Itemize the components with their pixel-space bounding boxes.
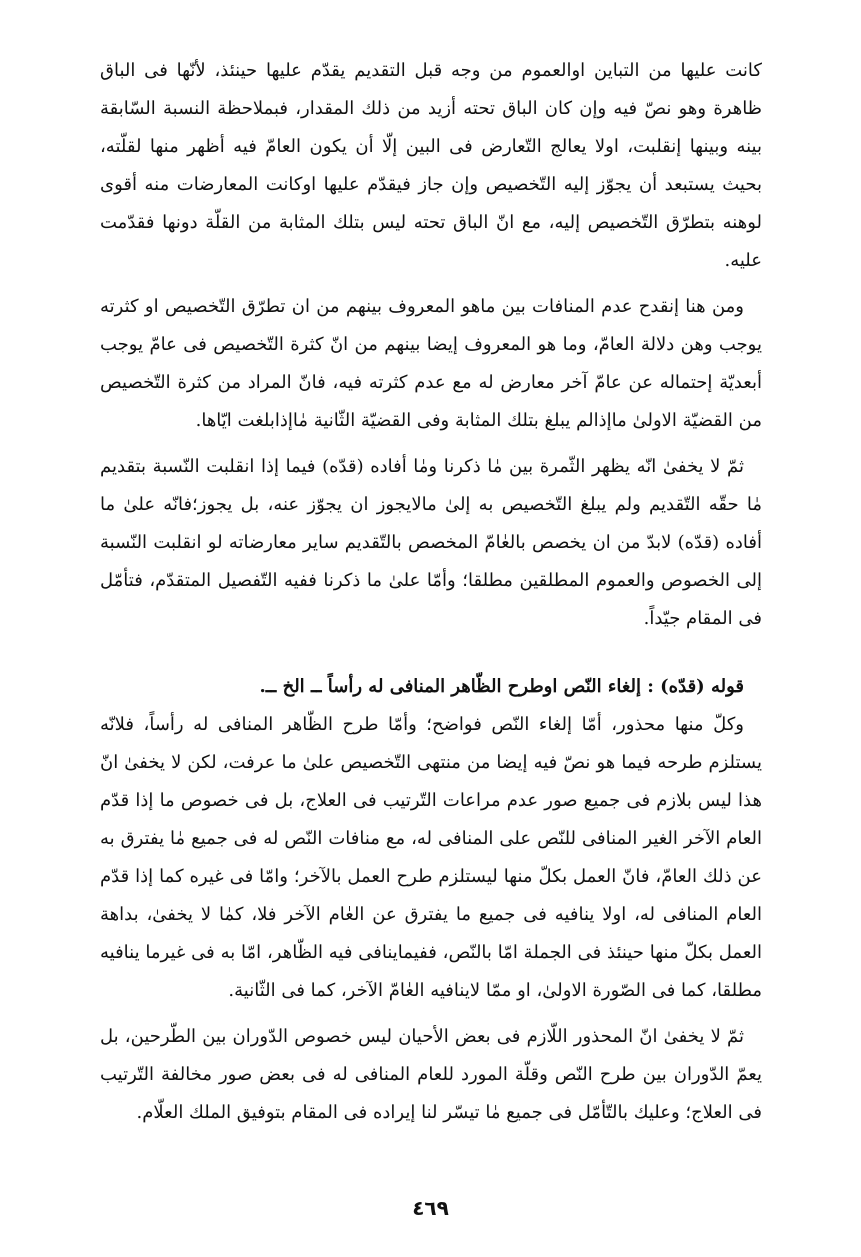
page-body — [100, 52, 762, 1140]
paragraph-1: كانت عليها من التباين اوالعموم من وجه قبل التقديم يقدّم عليها حينئذ، لأنّها فى الباق ظاهرة وهو نصّ فيه وإن كان الباق تحته أزيد من ذلك المقدار، فبملاحظة النسبة السّابقة بينه وبينها إنقلبت، اولا يعالج التّعارض فى البين إلّا أن يكون العامّ فيه أظهر منها لقلّته، بحيث يستبعد أن يجوّز إليه التّخصيص وإن جاز فيقدّم عليها اوكانت المعارضات منه أقوى لوهنه بتطرّق التّخصيص إليه، مع انّ الباق تحته ليس بتلك المثابة من القلّة دونها فقدّمت عليه. — [100, 60, 762, 271]
paragraph-3: ثمّ لا يخفىٰ انّه يظهر الثّمرة بين مٰا ذكرنا ومٰا أفاده (قدّه) فيما إذا انقلبت النّسبة بتقديم مٰا حقّه التّقديم ولم يبلغ التّخصيص به إلىٰ مالايجوز ان يجوّز عنه، بل يجوز؛فانّه علىٰ ما أفاده (قدّه) لابدّ من ان يخصص بالعٰامّ المخصص بالتّقديم ساير معارضاته لو انقلبت النّسبة إلى الخصوص والعموم المطلقين مطلقا؛ وأمّا علىٰ ما ذكرنا ففيه التّفصيل المتقدّم، فتأمّل فى المقام جيّداً. — [100, 456, 762, 629]
page-number: ٤٦٩ — [412, 1196, 449, 1220]
paragraph-2: ومن هنا إنقدح عدم المنافات بين ماهو المعروف بينهم من ان تطرّق التّخصيص او كثرته يوجب وهن دلالة العامّ، وما هو المعروف إيضا بينهم من انّ كثرة التّخصيص فى عامّ يوجب أبعديّة إحتماله عن عامّ آخر معارض له مع عدم كثرته فيه، فانّ المراد من كثرة التّخصيص من القضيّة الاولىٰ ماإذالم يبلغ بتلك المثابة وفى القضيّة الثّانية مٰاإذابلغت ايّاها. — [100, 296, 763, 431]
section-heading: قوله (قدّه) : إلغاء النّص اوطرح الظّاهر المنافى له رأساً ــ الخ ــ. — [259, 676, 744, 697]
paragraph-5: ثمّ لا يخفىٰ انّ المحذور اللّازم فى بعض الأحيان ليس خصوص الدّوران بين الطّرحين، بل يعمّ الدّوران بين طرح النّص وقلّة المورد للعام المنافى له فى بعض صور مخالفة التّرتيب فى العلاج؛ وعليك بالتّأمّل فى جميع مٰا تيسّر لنا إيراده فى المقام بتوفيق الملك العلّام. — [100, 1026, 762, 1123]
paragraph-4: وكلّ منها محذور، أمّا إلغاء النّص فواضح؛ وأمّا طرح الظّاهر المنافى له رأساً، فلانّه يستلزم طرحه فيما هو نصّ فيه إيضا من منتهى التّخصيص علىٰ ما عرفت، لكن لا يخفىٰ انّ هذا ليس بلازم فى جميع صور عدم مراعات التّرتيب فى العلاج، بل فى خصوص ما إذا قدّم العام الآخر الغير المنافى للنّص على المنافى له، مع منافات النّص له فى جميع مٰا يفترق به عن ذلك العامّ، فانّ العمل بكلّ منها ليستلزم طرح العمل بالآخر؛ وامّا فى غيره كما إذا قدّم العام المنافى له، اولا ينافيه فى جميع ما يفترق عن العٰام الآخر فلا، كمٰا لا يخفىٰ، بداهة العمل بكلّ منها حينئذ فى الجملة امّا بالنّص، ففيماينافى فيه الظّاهر، امّا به فى غيرما ينافيه مطلقا، كما فى الصّورة الاولىٰ، او ممّا لاينافيه العٰامّ الآخر، كما فى الثّانية. — [100, 714, 762, 1001]
